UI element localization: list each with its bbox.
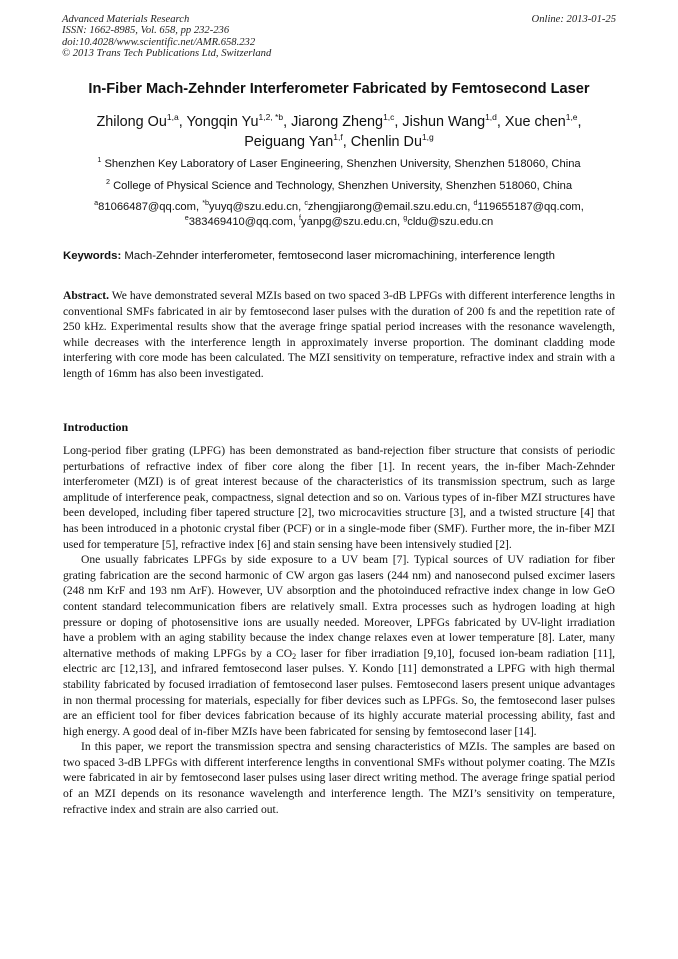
doi-line: doi:10.4028/www.scientific.net/AMR.658.232 — [62, 36, 256, 48]
abstract-label: Abstract. — [63, 289, 110, 302]
email-link[interactable]: 81066487@qq.com, — [98, 201, 203, 213]
journal-header — [62, 14, 616, 59]
keywords-label: Keywords: — [63, 250, 122, 262]
author-emails: $^a$81066487@qq.com, $^{*b}$yuyq@szu.edu.cn, $^c$zhengjiarong@email.szu.edu.cn, $^d$119655187@qq.com, $^e$383469410@qq.com, $^f$yanpg@szu.edu.cn, $^g$cldu@szu.edu.cn — [94, 198, 584, 228]
journal-name: Advanced Materials Research — [62, 14, 190, 25]
section-heading-introduction: Introduction — [63, 420, 129, 434]
paragraph: One usually fabricates LPFGs by side exposure to a UV beam [7]. Typical sources of UV radiation for fiber grating fabrication are the second harmonic of CW argon gas lasers (244 nm) and nanosecond pulsed excimer lasers (248 nm KrF and 193 nm ArF). However, UV absorption and the photoinduced refractive index change in low GeO content standard telecommunication fibers are relatively small. Extra processes such as hydrogen loading at high pressure or doping of photosensitive ions are usually needed. Moreover, LPFGs fabricated by UV-light irradiation have a problem with an aging stability because the index change relaxes even at lower temperature [8]. Later, many alternative methods of making LPFGs by a $CO_2$ laser for fiber irradiation [9,10], focused ion-beam radiation [11], electric arc [12,13], and infrared femtosecond laser pulses. Y. Kondo [11] demonstrated a LPFG with high thermal stability fabricated by focused irradiation of femtosecond laser pulses. Femtosecond lasers present unique advantages in non thermal processing for materials, especially for fiber devices such as LPFGs. So, the femtosecond laser pulses are an efficient tool for fiber devices fabrication because of its highly accurate material processing ability, fast and high energy. A good deal of in-fiber MZIs have been fabricated for sensing by femtosecond laser [14]. — [63, 553, 615, 738]
keywords-text: Mach-Zehnder interferometer, femtosecond laser micromachining, interference length — [121, 250, 555, 262]
affiliation-1: $^1$ Shenzhen Key Laboratory of Laser Engineering, Shenzhen University, Shenzhen 518060, China — [97, 155, 581, 170]
keywords — [63, 249, 615, 263]
author: Yongqin $Yu^{1,2, *b}$, — [186, 112, 292, 130]
author: Zhilong Ou$^{1,a}$, — [96, 112, 187, 130]
affiliation-2: $^2$ College of Physical Science and Technology, Shenzhen University, Shenzhen 518060, China — [105, 177, 573, 192]
email-link[interactable]: yuyq@szu.edu.cn, — [209, 201, 305, 213]
paragraph: In this paper, we report the transmission spectra and sensing characteristics of MZIs. The samples are based on two spaced 3-dB LPFGs with different interference lengths in conventional SMFs without polymer coating. The MZIs were fabricated in air by femtosecond laser pulses using laser direct writing method. The average fringe spatial period of an MZI depends on its resonance wavelength and interference length. The MZI’s sensitivity on temperature, refractive index and strain are also carried out. — [63, 740, 615, 816]
paper-title: In-Fiber Mach-Zehnder Interferometer Fabricated by Femtosecond Laser — [88, 81, 590, 97]
introduction-body — [63, 443, 615, 817]
author: Peiguang Yan$^{1,f}$, — [244, 132, 351, 150]
abstract-text: We have demonstrated several MZIs based on two spaced 3-dB LPFGs with different interference lengths in conventional SMFs fabricated in air by femtosecond laser pulses with the duration of 200 fs and the repetition rate of 250 kHz. Experimental results show that the average fringe spatial period increases with the resonance wavelength, while decreases with the interference length in approximately inverse proportion. The dominant cladding mode interfering with core mode has been calculated. The MZI sensitivity on temperature, refractive index and strain with a length of 16mm has also been investigated. — [63, 289, 615, 380]
email-link[interactable]: zhengjiarong@email.szu.edu.cn, — [307, 201, 474, 213]
issn-line: ISSN: 1662-8985, Vol. 658, pp 232-236 — [62, 25, 230, 37]
paragraph: Long-period fiber grating (LPFG) has been demonstrated as band-rejection fiber structure that consists of periodic perturbations of refractive index of fiber core along the fiber [1]. In recent years, the in-fiber Mach-Zehnder interferometer (MZI) is of great interest because of the characteristics of its transmission spectrum, such as large amplitude of interference peak, compactness, signal detection and so on. Various types of in-fiber MZI structures have been developed, including fiber tapered structure [2], two microcavities structure [3], and a twisted structure [4] that has been introduced in a photonic crystal fiber (PCF) or in a single-mode fiber (SMF). Further more, the in-fiber MZI used for temperature [5], refractive index [6] and stain sensing have been intensively studied [2]. — [63, 444, 615, 551]
email-link[interactable]: cldu@szu.edu.cn — [407, 216, 494, 228]
email-link[interactable]: 119655187@qq.com, — [477, 201, 584, 213]
email-link[interactable]: yanpg@szu.edu.cn, — [301, 216, 404, 228]
author: Xue chen$^{1,e}$, — [504, 112, 582, 130]
email-link[interactable]: 383469410@qq.com, — [188, 216, 300, 228]
author: Chenlin Du$^{1,g}$ — [350, 132, 434, 150]
author-list — [40, 112, 638, 152]
copyright-line: © 2013 Trans Tech Publications Ltd, Switzerland — [62, 47, 272, 59]
online-date: Online: 2013-01-25 — [531, 14, 616, 25]
author: Jiarong Zheng$^{1,c}$, — [291, 112, 403, 130]
abstract — [63, 288, 615, 382]
author: Jishun Wang$^{1,d}$, — [402, 112, 505, 130]
